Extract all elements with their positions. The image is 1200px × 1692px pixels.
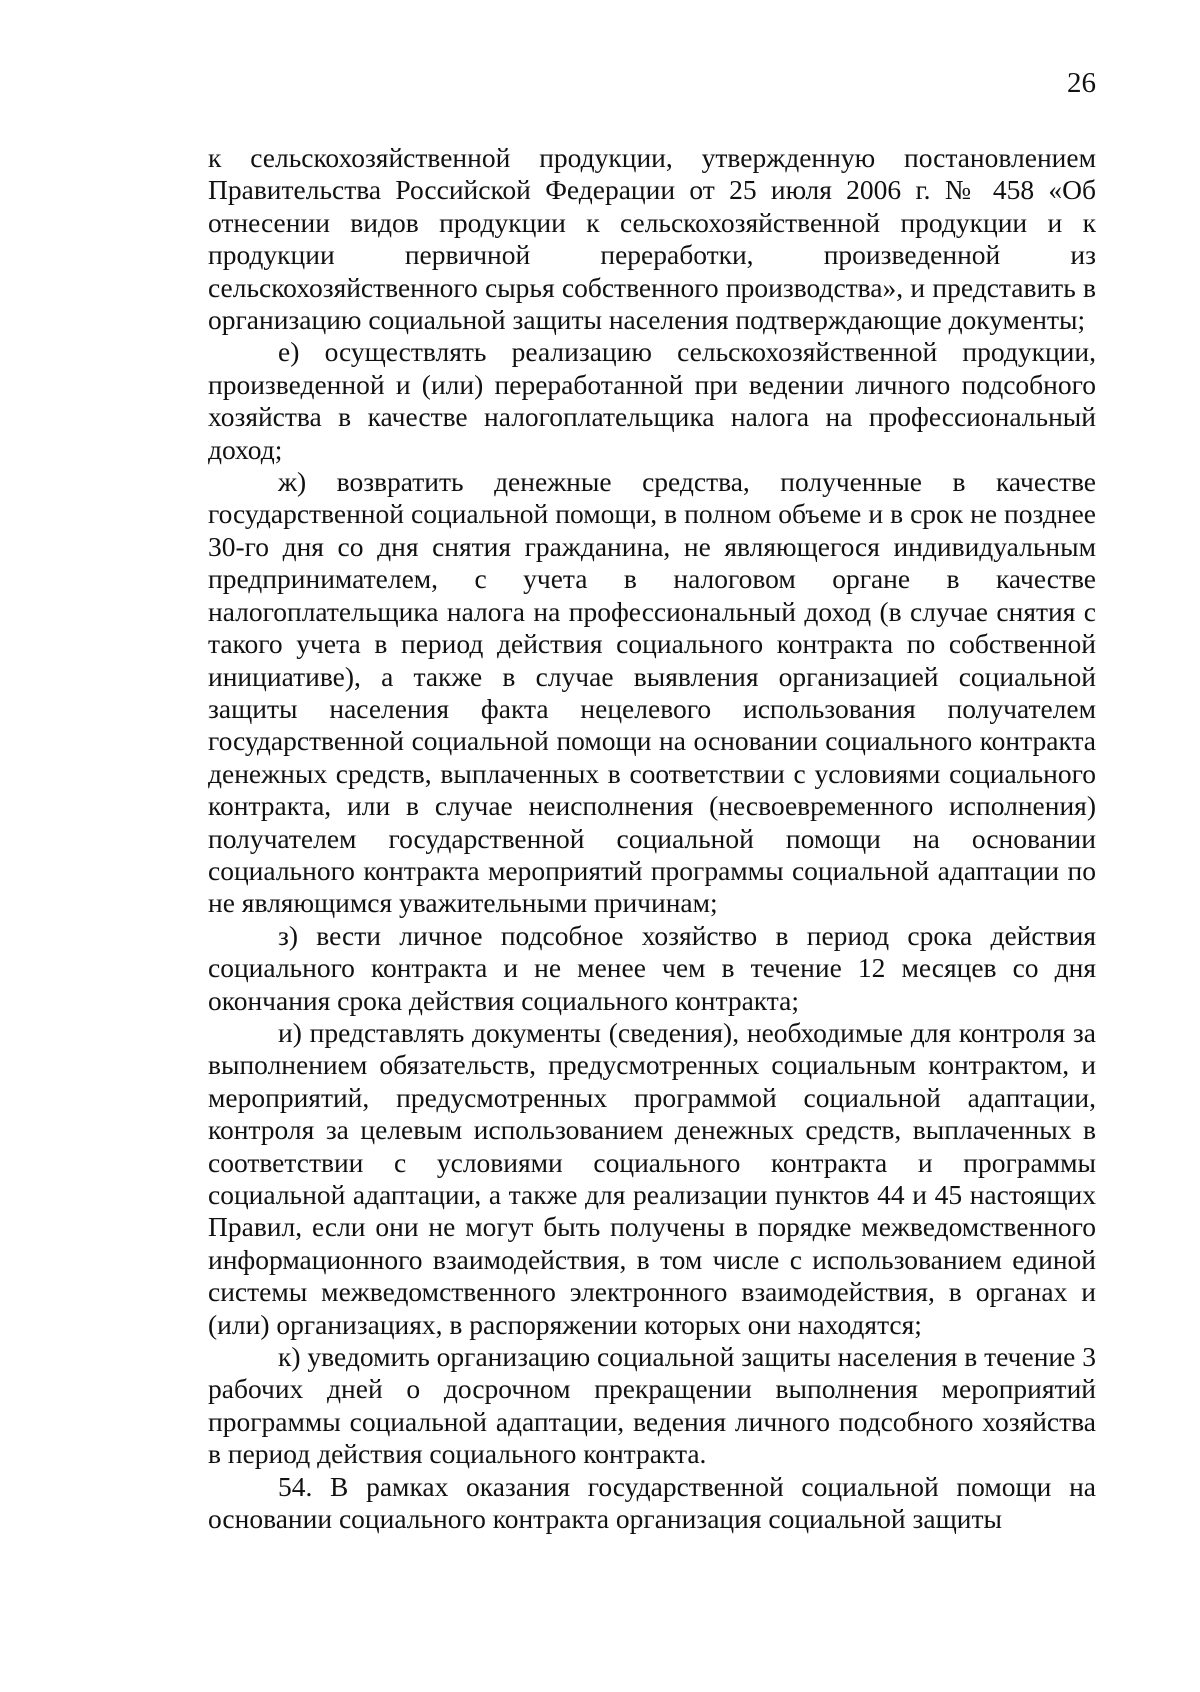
document-body: [208, 142, 1096, 1535]
page-number: 26: [1067, 67, 1096, 99]
paragraph-i: и) представлять документы (сведения), необходимые для контроля за выполнением обязательств, предусмотренных социальным контрактом, и мероприятий, предусмотренных программой социальной адаптации, контроля за целевым использованием денежных средств, выплаченных в соответствии с условиями социального контракта и программы социальной адаптации, а также для реализации пунктов 44 и 45 настоящих Правил, если они не могут быть получены в порядке межведомственного информационного взаимодействия, в том числе с использованием единой системы межведомственного электронного взаимодействия, в органах и (или) организациях, в распоряжении которых они находятся;: [208, 1016, 1096, 1340]
paragraph-e: е) осуществлять реализацию сельскохозяйственной продукции, произведенной и (или) переработанной при ведении личного подсобного хозяйства в качестве налогоплательщика налога на профессиональный доход;: [208, 336, 1096, 465]
paragraph-k: к) уведомить организацию социальной защиты населения в течение 3 рабочих дней о досрочном прекращении выполнения мероприятий программы социальной адаптации, ведения личного подсобного хозяйства в период действия социального контракта.: [208, 1341, 1096, 1470]
paragraph-54: 54. В рамках оказания государственной социальной помощи на основании социального контракта организация социальной защиты: [208, 1470, 1096, 1535]
paragraph-d-continuation: к сельскохозяйственной продукции, утвержденную постановлением Правительства Российской Федерации от 25 июля 2006 г. № 458 «Об отнесении видов продукции к сельскохозяйственной продукции и к продукции первичной переработки, произведенной из сельскохозяйственного сырья собственного производства», и представить в организацию социальной защиты населения подтверждающие документы;: [208, 142, 1096, 336]
paragraph-z: з) вести личное подсобное хозяйство в период срока действия социального контракта и не менее чем в течение 12 месяцев со дня окончания срока действия социального контракта;: [208, 919, 1096, 1016]
paragraph-zh: ж) возвратить денежные средства, полученные в качестве государственной социальной помощи, в полном объеме и в срок не позднее 30-го дня со дня снятия гражданина, не являющегося индивидуальным предпринимателем, с учета в налоговом органе в качестве налогоплательщика налога на профессиональный доход (в случае снятия с такого учета в период действия социального контракта по собственной инициативе), а также в случае выявления организацией социальной защиты населения факта нецелевого использования получателем государственной социальной помощи на основании социального контракта денежных средств, выплаченных в соответствии с условиями социального контракта, или в случае неисполнения (несвоевременного исполнения) получателем государственной социальной помощи на основании социального контракта мероприятий программы социальной адаптации по не являющимся уважительными причинам;: [208, 466, 1096, 919]
